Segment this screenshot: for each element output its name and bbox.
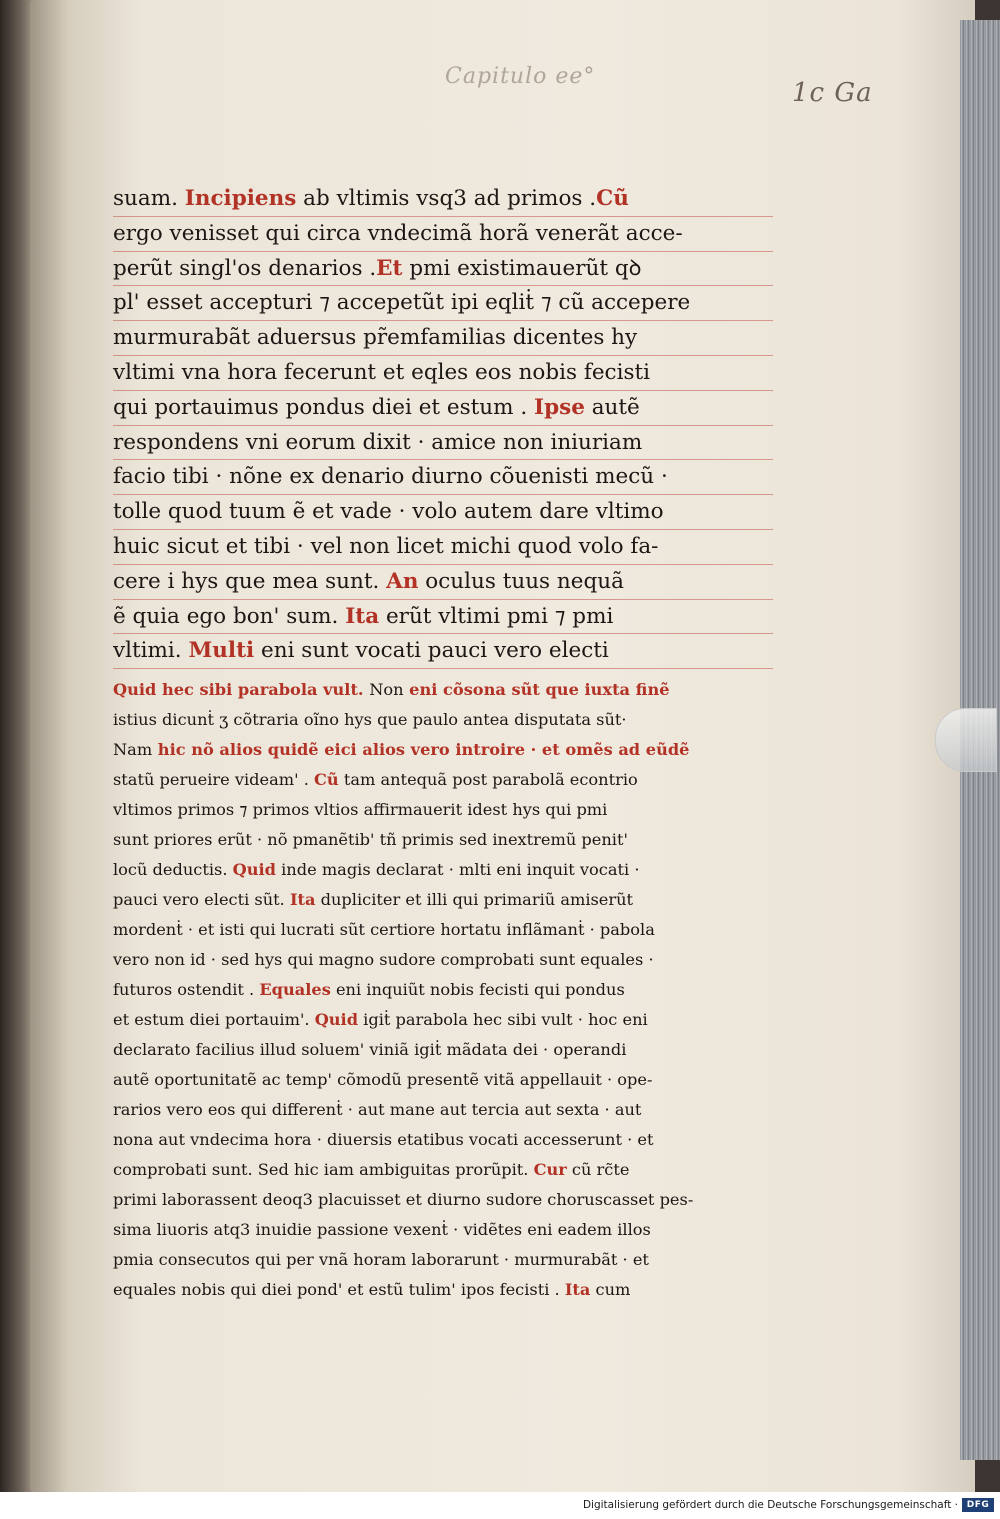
text-line xyxy=(113,1125,773,1155)
text-segment: statũ perueire videam' . xyxy=(113,770,315,790)
text-line xyxy=(113,460,773,495)
text-line xyxy=(113,182,773,217)
text-segment: oculus tuus nequã xyxy=(418,568,624,594)
text-segment: istius dicunṫ ʒ cõtraria oĩno hys que paulo antea disputata sũt· xyxy=(113,710,627,730)
text-line xyxy=(113,530,773,565)
text-line xyxy=(113,286,773,321)
text-line xyxy=(113,825,773,855)
rubric-initial: Q xyxy=(113,680,128,700)
text-segment: vero non id · sed hys qui magno sudore comprobati sunt equales · xyxy=(113,950,654,970)
text-segment: ab vltimis vsq3 ad primos . xyxy=(296,186,597,211)
text-line xyxy=(113,495,773,530)
text-segment: nona aut vndecima hora · diuersis etatibus vocati accesserunt · et xyxy=(113,1130,654,1150)
text-segment: vltimi vna hora fecerunt et eqles eos nobis fecisti xyxy=(113,359,651,385)
text-line xyxy=(113,356,773,391)
text-line xyxy=(113,1005,773,1035)
text-segment: cere i hys que mea sunt. xyxy=(113,568,387,594)
rubric-initial: Equales xyxy=(259,980,331,1000)
folio-annotation: 1c Ga xyxy=(792,78,873,108)
text-segment: cũ rc̃te xyxy=(566,1160,630,1180)
text-segment: suam. xyxy=(113,186,185,211)
footer-bar xyxy=(0,1492,1000,1519)
dfg-logo: DFG xyxy=(962,1498,994,1512)
text-line xyxy=(113,565,773,600)
text-line xyxy=(113,1275,773,1305)
text-line xyxy=(113,217,773,252)
text-segment: igiṫ parabola hec sibi vult · hoc eni xyxy=(358,1010,648,1030)
text-segment: dupliciter et illi qui primariũ amiserũt xyxy=(315,890,634,910)
text-line xyxy=(113,1035,773,1065)
text-segment: sunt priores erũt · nõ pmanẽtib' tñ primis sed inextremũ penit' xyxy=(113,830,628,850)
text-segment: perũt singl'os denarios . xyxy=(113,255,377,281)
text-segment: vltimi. xyxy=(113,638,189,664)
commentary-text-large xyxy=(113,182,773,669)
text-segment: mordenṫ · et isti qui lucrati sũt certiore hortatu inflãmanṫ · pabola xyxy=(113,920,655,940)
text-line xyxy=(113,945,773,975)
text-segment: sima liuoris atq3 inuidie passione vexenṫ · vidẽtes eni eadem illos xyxy=(113,1220,651,1240)
text-segment: autẽ xyxy=(584,394,640,420)
rubric-initial: An xyxy=(386,568,419,594)
text-segment: respondens vni eorum dixit · amice non iniuriam xyxy=(113,429,643,455)
text-line xyxy=(113,705,773,735)
rubric-initial: Quid xyxy=(232,860,276,880)
text-line xyxy=(113,600,773,635)
text-line xyxy=(113,1065,773,1095)
text-line xyxy=(113,391,773,426)
text-segment: eni inquiũt nobis fecisti qui pondus xyxy=(330,980,625,1000)
rubric-initial: Cur xyxy=(533,1160,567,1180)
text-line xyxy=(113,915,773,945)
chapter-annotation: Capitulo ee° xyxy=(445,64,596,89)
text-segment: huic sicut et tibi · vel non licet michi quod volo fa- xyxy=(113,533,659,559)
rubric-initial: Cũ xyxy=(596,186,629,211)
text-segment: cum xyxy=(590,1280,631,1300)
text-segment: erũt vltimi pmi ⁊ pmi xyxy=(379,603,614,629)
text-segment: ergo venisset qui circa vndecimã horã venerãt acce- xyxy=(113,220,683,246)
text-segment: autẽ oportunitatẽ ac temp' cõmodũ presentẽ vitã appellauit · ope- xyxy=(113,1070,653,1090)
text-line xyxy=(113,634,773,669)
page-clip xyxy=(935,708,997,772)
text-segment: equales nobis qui diei pond' et estũ tulim' ipos fecisti . xyxy=(113,1280,565,1300)
rubric-initial: Quid xyxy=(314,1010,359,1030)
rubric-initial: Ita xyxy=(345,603,380,629)
text-segment: declarato facilius illud soluem' viniã igiṫ mãdata dei · operandi xyxy=(113,1040,627,1060)
text-segment: rarios vero eos qui differenṫ · aut mane aut tercia aut sexta · aut xyxy=(113,1100,642,1120)
text-block xyxy=(113,182,773,1305)
rubric-initial: Cũ xyxy=(314,770,339,790)
commentary-text-small xyxy=(113,675,773,1305)
text-segment: Non xyxy=(369,680,404,700)
text-segment: Nam xyxy=(113,740,153,760)
rubric-initial: Ipse xyxy=(534,394,585,420)
text-line xyxy=(113,765,773,795)
text-segment: pmi existimauerũt qꝺ xyxy=(402,255,642,281)
text-segment: tam antequã post parabolã econtrio xyxy=(338,770,638,790)
text-segment: comprobati sunt. Sed hic iam ambiguitas prorũpit. xyxy=(113,1160,534,1180)
text-line xyxy=(113,1185,773,1215)
rubric-initial: Incipiens xyxy=(184,186,297,211)
funding-notice: Digitalisierung gefördert durch die Deutsche Forschungsgemeinschaft · xyxy=(582,1499,958,1511)
text-segment: vltimos primos ⁊ primos vltios affirmauerit idest hys qui pmi xyxy=(113,800,608,820)
text-line xyxy=(113,1245,773,1275)
text-segment: facio tibi · nõne ex denario diurno cõuenisti mecũ · xyxy=(113,464,668,490)
text-line xyxy=(113,675,773,705)
text-line xyxy=(113,795,773,825)
text-segment: primi laborassent deoq3 placuisset et diurno sudore choruscasset pes- xyxy=(113,1190,694,1210)
text-segment: futuros ostendit . xyxy=(113,980,260,1000)
text-line xyxy=(113,975,773,1005)
text-segment: locũ deductis. xyxy=(113,860,233,880)
text-line xyxy=(113,426,773,461)
text-line xyxy=(113,735,773,765)
text-segment: ẽ quia ego bon' sum. xyxy=(113,603,346,629)
text-line xyxy=(113,855,773,885)
rubric-initial: hic nõ alios quidẽ eici alios vero introire · et omẽs ad eũdẽ xyxy=(152,740,690,760)
rubric-initial: Ita xyxy=(564,1280,591,1300)
text-line xyxy=(113,1095,773,1125)
text-segment: pauci vero electi sũt. xyxy=(113,890,290,910)
text-segment: et estum diei portauim'. xyxy=(113,1010,315,1030)
rubric-initial: Multi xyxy=(188,638,255,664)
rubric-initial: Ita xyxy=(289,890,316,910)
text-line xyxy=(113,252,773,287)
text-segment: inde magis declarat · mlti eni inquit vocati · xyxy=(275,860,640,880)
text-line xyxy=(113,1215,773,1245)
text-segment: murmurabãt aduersus pr̃emfamilias dicentes hy xyxy=(113,325,638,351)
text-line xyxy=(113,321,773,356)
text-segment: qui portauimus pondus diei et estum . xyxy=(113,394,535,420)
text-segment: pl' esset accepturi ⁊ accepetũt ipi eqliṫ ⁊ cũ accepere xyxy=(113,290,691,316)
rubric-initial: uid hec sibi parabola vult. xyxy=(127,680,370,700)
text-segment: pmia consecutos qui per vnã horam laborarunt · murmurabãt · et xyxy=(113,1250,649,1270)
text-line xyxy=(113,1155,773,1185)
rubric-initial: eni cõsona sũt que iuxta finẽ xyxy=(403,680,670,700)
text-line xyxy=(113,885,773,915)
rubric-initial: Et xyxy=(376,255,403,281)
text-segment: eni sunt vocati pauci vero electi xyxy=(254,638,609,664)
text-segment: tolle quod tuum ẽ et vade · volo autem dare vltimo xyxy=(113,499,664,525)
